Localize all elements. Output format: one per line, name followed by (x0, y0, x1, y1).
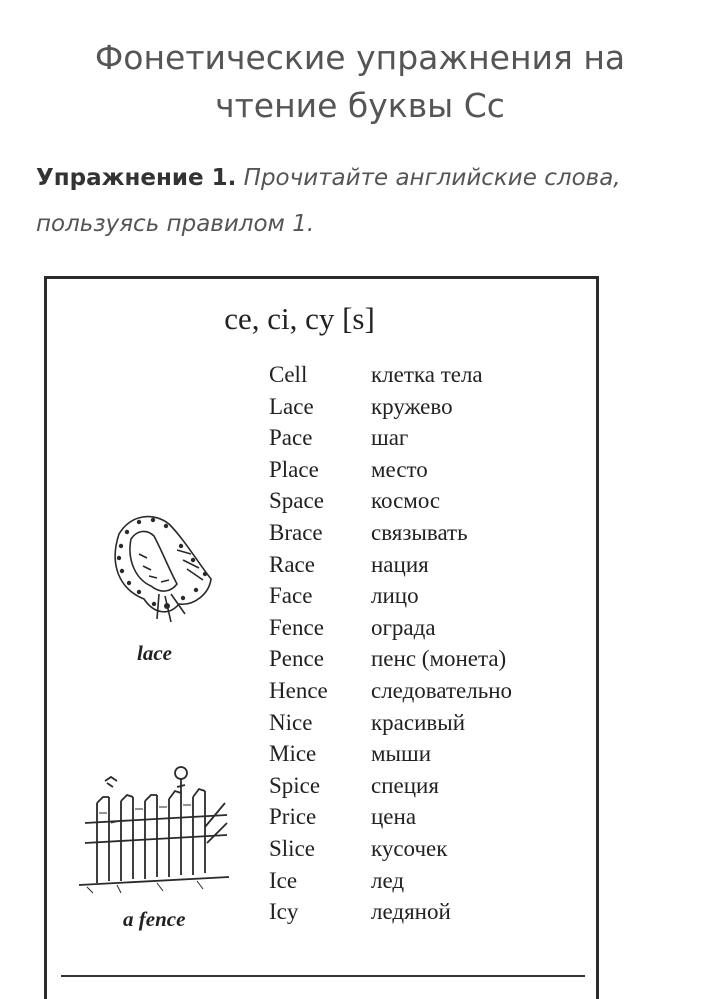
word-english: Space (269, 488, 324, 514)
word-translation: космос (371, 488, 441, 514)
word-translation: следовательно (371, 677, 512, 703)
lace-collar-icon (99, 494, 229, 629)
word-english: Race (269, 551, 315, 577)
word-translation: специя (371, 772, 439, 798)
word-row (269, 485, 512, 517)
word-english: Slice (269, 835, 315, 861)
word-translation: лед (371, 867, 405, 893)
word-translation: ограда (371, 614, 436, 640)
exercise-card (44, 276, 599, 999)
word-english: Brace (269, 519, 323, 545)
word-english: Nice (269, 709, 313, 735)
word-english: Icy (269, 899, 299, 925)
lace-caption: lace (137, 641, 172, 665)
word-translation: кружево (371, 393, 453, 419)
word-translation: красивый (371, 709, 466, 735)
word-translation: место (371, 456, 428, 482)
word-row (269, 896, 512, 928)
word-translation: мыши (371, 741, 432, 767)
word-translation: клетка тела (371, 362, 483, 387)
word-row (269, 612, 512, 644)
word-row (269, 833, 512, 865)
word-list (269, 359, 512, 928)
word-row (269, 643, 512, 675)
word-translation: нация (371, 551, 429, 577)
word-row (269, 738, 512, 770)
word-translation: пенс (монета) (371, 646, 507, 672)
word-row (269, 770, 512, 802)
exercise-instruction-text: Прочитайте английские слова, пользуясь правилом 1. (36, 165, 621, 237)
page-title (0, 34, 720, 130)
card-heading: ce, ci, cy [s] (224, 301, 375, 336)
card-footer-divider (61, 975, 585, 977)
page-title-line-2: чтение буквы Cc (215, 86, 505, 125)
word-row (269, 422, 512, 454)
word-english: Cell (269, 362, 308, 387)
word-english: Pence (269, 646, 324, 672)
word-english: Lace (269, 393, 314, 419)
word-translation: шаг (371, 425, 409, 451)
word-row (269, 517, 512, 549)
word-english: Price (269, 804, 317, 830)
word-english: Place (269, 456, 319, 482)
word-row (269, 707, 512, 739)
word-translation: цена (371, 804, 417, 830)
word-translation: ледяной (371, 899, 451, 925)
word-english: Pace (269, 425, 313, 451)
word-translation: связывать (371, 519, 468, 545)
word-row (269, 359, 512, 391)
word-translation: кусочек (371, 835, 448, 861)
word-english: Mice (269, 741, 317, 767)
word-row (269, 675, 512, 707)
word-row (269, 865, 512, 897)
word-english: Ice (269, 867, 298, 893)
fence-icon (77, 763, 232, 898)
word-english: Spice (269, 772, 321, 798)
word-translation: лицо (371, 583, 419, 609)
fence-caption: a fence (123, 907, 186, 931)
word-row (269, 549, 512, 581)
word-english: Face (269, 583, 313, 609)
word-row (269, 391, 512, 423)
exercise-instruction (36, 155, 696, 247)
word-english: Fence (269, 614, 324, 640)
word-row (269, 580, 512, 612)
exercise-label: Упражнение 1. (36, 165, 237, 191)
page-title-line-1: Фонетические упражнения на (94, 38, 626, 77)
word-english: Hence (269, 677, 328, 703)
word-row (269, 454, 512, 486)
word-row (269, 801, 512, 833)
